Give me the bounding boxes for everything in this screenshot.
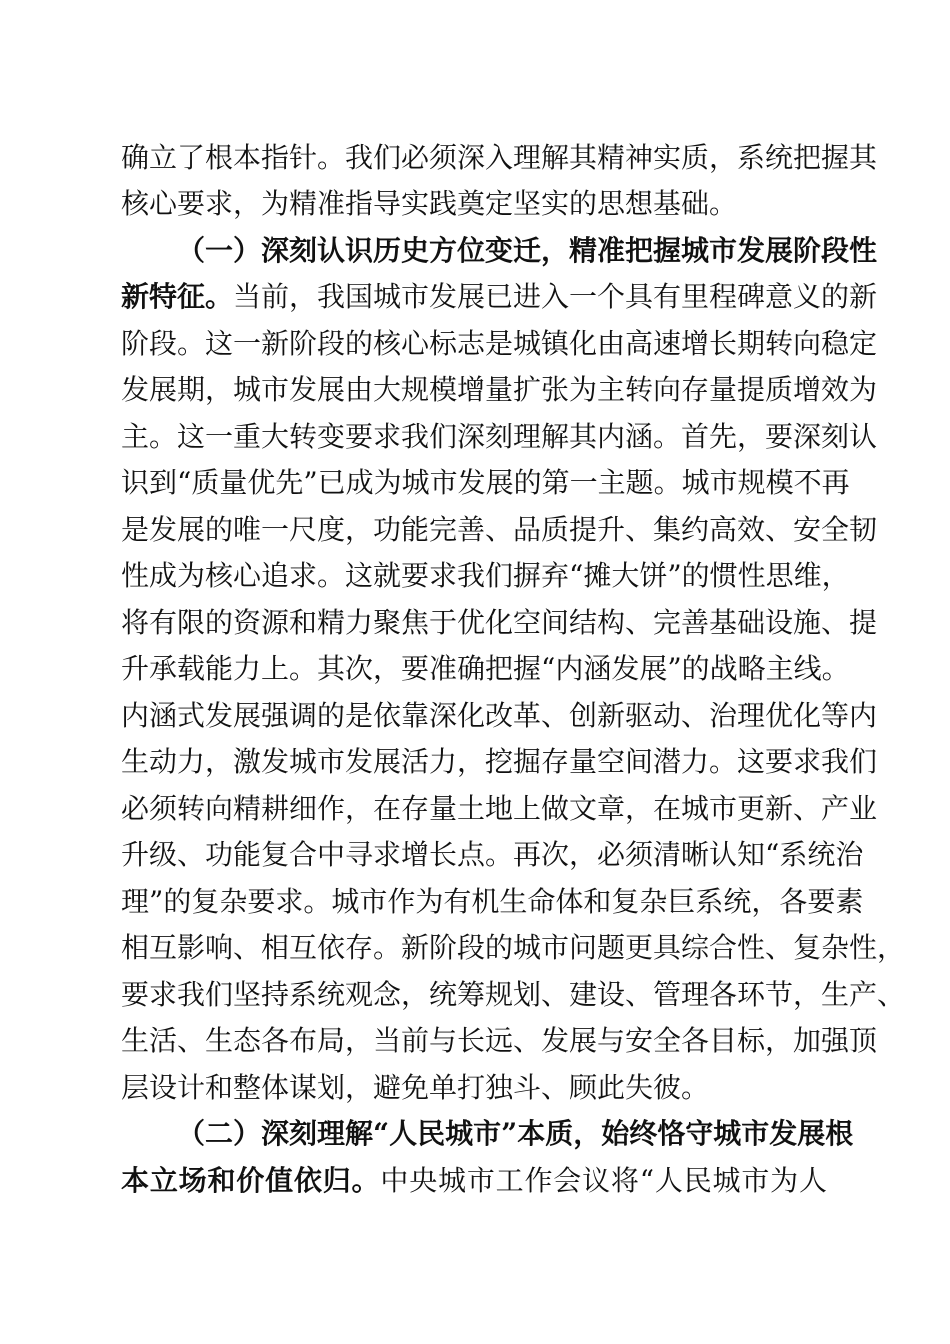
body-line: 生动力，激发城市发展活力，挖掘存量空间潜力。这要求我们 [121,745,878,778]
body-line: 性成为核心追求。这就要求我们摒弃“摊大饼”的惯性思维， [121,559,850,592]
section-heading-2-end: 本立场和价值依归。 [121,1164,381,1197]
body-line: 必须转向精耕细作，在存量土地上做文章，在城市更新、产业 [121,792,878,825]
body-line: 层设计和整体谋划，避免单打独斗、顾此失彼。 [121,1071,710,1104]
body-line: 识到“质量优先”已成为城市发展的第一主题。城市规模不再 [121,466,850,499]
body-line: 内涵式发展强调的是依靠深化改革、创新驱动、治理优化等内 [121,699,878,732]
body-line: 是发展的唯一尺度，功能完善、品质提升、集约高效、安全韧 [121,513,878,546]
body-text: 当前，我国城市发展已进入一个具有里程碑意义的新 [233,280,878,313]
body-line: 升级、功能复合中寻求增长点。再次，必须清晰认知“系统治 [121,838,864,871]
body-text: 中央城市工作会议将“人民城市为人 [380,1164,827,1197]
body-line: 要求我们坚持系统观念，统筹规划、建设、管理各环节，生产、 [121,978,906,1011]
body-line: 理”的复杂要求。城市作为有机生命体和复杂巨系统，各要素 [121,885,864,918]
body-line: 将有限的资源和精力聚焦于优化空间结构、完善基础设施、提 [121,606,878,639]
body-line: 阶段。这一新阶段的核心标志是城镇化由高速增长期转向稳定 [121,327,878,360]
body-line: 核心要求，为精准指导实践奠定坚实的思想基础。 [121,187,738,220]
body-line: 主。这一重大转变要求我们深刻理解其内涵。首先，要深刻认 [121,420,878,453]
section-heading-1-end: 新特征。 [121,280,234,313]
section-heading-1: （一）深刻认识历史方位变迁，精准把握城市发展阶段性 [177,234,878,267]
body-line: 升承载能力上。其次，要准确把握“内涵发展”的战略主线。 [121,652,850,685]
body-line: 发展期，城市发展由大规模增量扩张为主转向存量提质增效为 [121,373,878,406]
body-line: 相互影响、相互依存。新阶段的城市问题更具综合性、复杂性， [121,931,906,964]
body-line: 生活、生态各布局，当前与长远、发展与安全各目标，加强顶 [121,1024,878,1057]
body-line [121,1161,827,1201]
body-line: 确立了根本指针。我们必须深入理解其精神实质，系统把握其 [121,141,878,174]
body-line [121,277,878,317]
section-heading-2: （二）深刻理解“人民城市”本质，始终恪守城市发展根 [177,1117,854,1150]
